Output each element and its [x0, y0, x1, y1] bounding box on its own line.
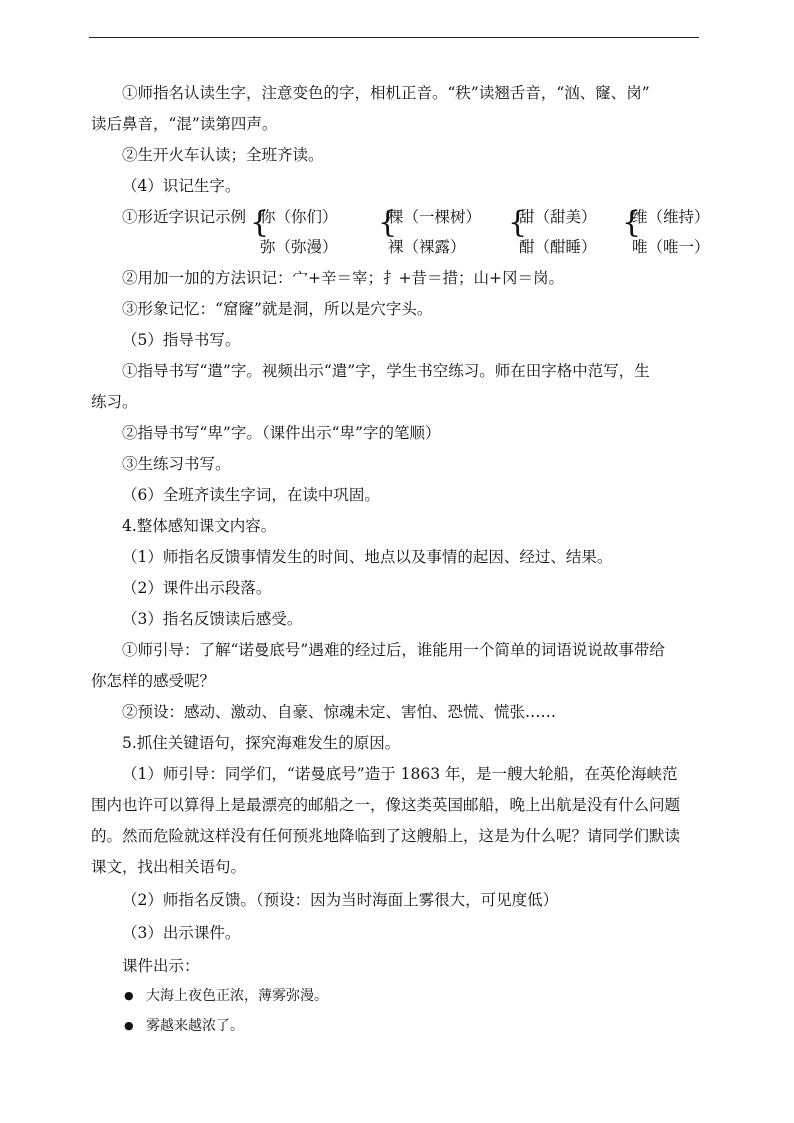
line-19a: （1）师引导：同学们，“诺曼底号”造于 1863 年，是一艘大轮船，在英伦海峡范 — [122, 765, 678, 783]
pair-2-top: 棵（一棵树） — [388, 208, 482, 226]
brace-3: { — [508, 205, 528, 240]
line-19b: 围内也许可以算得上是最漂亮的邮船之一，像这类英国邮船，晚上出航是没有什么问题 — [91, 796, 681, 814]
line-6: ③形象记忆：“窟窿”就是洞，所以是穴字头。 — [122, 300, 433, 318]
line-15: （3）指名反馈读后感受。 — [122, 610, 303, 628]
brace-1: { — [250, 205, 270, 240]
line-1a: ①师指名认读生字，注意变色的字，相机正音。“秩”读翘舌音，“汹、窿、岗” — [122, 84, 650, 102]
line-20: （2）师指名反馈。（预设：因为当时海面上雾很大，可见度低） — [122, 891, 559, 909]
pair-1-bottom: 弥（弥漫） — [260, 238, 338, 256]
line-5: ②用加一加的方法识记：宀+辛＝宰；扌+昔＝措；山+冈＝岗。 — [122, 269, 564, 287]
bullet-item-2: 雾越来越浓了。 — [146, 1018, 244, 1034]
line-1b: 读后鼻音，“混”读第四声。 — [91, 115, 278, 133]
line-14: （2）课件出示段落。 — [122, 579, 272, 597]
line-22: 课件出示： — [122, 957, 200, 975]
line-10: ③生练习书写。 — [122, 455, 231, 473]
line-16b: 你怎样的感受呢？ — [91, 672, 216, 690]
pair-1-top: 你（你们） — [260, 208, 338, 226]
line-17: ②预设：感动、激动、自豪、惊魂未定、害怕、恐慌、慌张…… — [122, 703, 557, 721]
pair-3-top: 甜（甜美） — [519, 208, 597, 226]
line-7: （5）指导书写。 — [122, 331, 241, 349]
header-rule — [89, 37, 699, 38]
line-19c: 的。然而危险就这样没有任何预兆地降临到了这艘船上，这是为什么呢？请同学们默读 — [91, 827, 681, 845]
line-12: 4.整体感知课文内容。 — [122, 517, 277, 535]
line-2: ②生开火车认读；全班齐读。 — [122, 146, 324, 164]
pair-3-bottom: 酣（酣睡） — [519, 238, 597, 256]
line-11: （6）全班齐读生字词，在读中巩固。 — [122, 486, 380, 504]
bullet-item-1: 大海上夜色正浓，薄雾弥漫。 — [146, 988, 328, 1004]
line-9: ②指导书写“卑”字。（课件出示“卑”字的笔顺） — [122, 424, 441, 442]
line-3: （4）识记生字。 — [122, 177, 241, 195]
bullet-icon: ● — [124, 989, 134, 1002]
brace-2: { — [378, 205, 398, 240]
brace-4: { — [622, 205, 642, 240]
line-21: （3）出示课件。 — [122, 924, 241, 942]
line-8b: 练习。 — [91, 393, 138, 411]
pair-4-bottom: 唯（唯一） — [632, 238, 710, 256]
bullet-icon: ● — [124, 1019, 134, 1032]
line-13: （1）师指名反馈事情发生的时间、地点以及事情的起因、经过、结果。 — [122, 548, 613, 566]
example-label: ①形近字识记示例 — [122, 208, 247, 226]
line-16a: ①师引导：了解“诺曼底号”遇难的经过后，谁能用一个简单的词语说说故事带给 — [122, 641, 665, 659]
pair-4-top: 维（维持） — [632, 208, 710, 226]
line-19d: 课文，找出相关语句。 — [91, 858, 247, 876]
line-18: 5.抓住关键语句，探究海难发生的原因。 — [122, 734, 401, 752]
pair-2-bottom: 裸（裸露） — [388, 238, 466, 256]
line-8a: ①指导书写“遣”字。视频出示“遣”字，学生书空练习。师在田字格中范写，生 — [122, 362, 650, 380]
